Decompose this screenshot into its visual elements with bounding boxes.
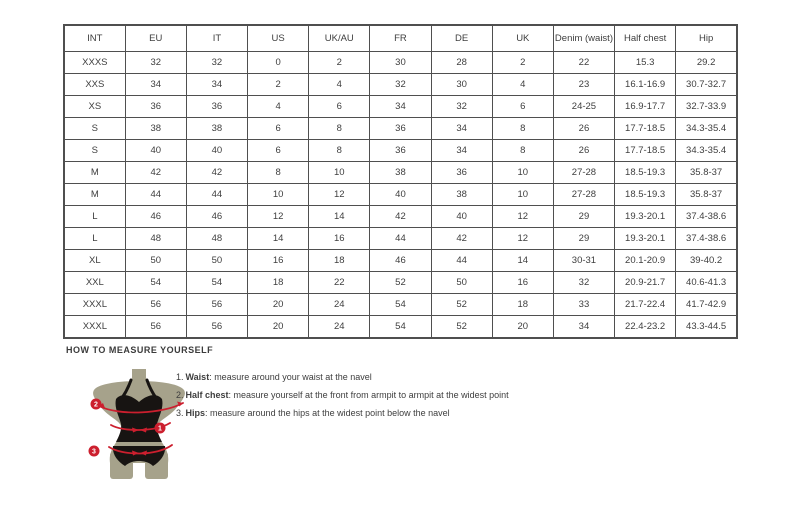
size-cell: 48 — [125, 228, 186, 250]
size-cell: 32 — [370, 74, 431, 96]
size-row — [64, 250, 737, 272]
size-cell: 20.1-20.9 — [615, 250, 676, 272]
size-cell: XXXS — [64, 52, 125, 74]
size-cell: 29 — [553, 228, 614, 250]
size-cell: 26 — [553, 118, 614, 140]
size-cell: 42 — [370, 206, 431, 228]
column-header: EU — [125, 25, 186, 52]
size-cell: 20 — [248, 316, 309, 339]
size-cell: 12 — [248, 206, 309, 228]
step-term: Waist — [185, 372, 210, 382]
size-cell: 50 — [431, 272, 492, 294]
size-cell: 50 — [125, 250, 186, 272]
size-cell: XXXL — [64, 294, 125, 316]
step-term: Hips — [185, 408, 206, 418]
size-cell: 2 — [248, 74, 309, 96]
size-cell: 12 — [309, 184, 370, 206]
size-cell: 0 — [248, 52, 309, 74]
size-cell: 18 — [309, 250, 370, 272]
size-cell: 4 — [248, 96, 309, 118]
measure-step-waist — [176, 368, 509, 386]
size-cell: 40 — [370, 184, 431, 206]
measure-step-hips — [176, 404, 509, 422]
size-row — [64, 272, 737, 294]
size-row — [64, 206, 737, 228]
size-row — [64, 52, 737, 74]
size-cell: 14 — [309, 206, 370, 228]
size-row — [64, 316, 737, 339]
size-cell: 30-31 — [553, 250, 614, 272]
size-cell: 56 — [186, 316, 247, 339]
size-cell: L — [64, 206, 125, 228]
size-cell: 10 — [492, 184, 553, 206]
step-text: : measure around the hips at the widest point below the navel — [205, 408, 450, 418]
size-cell: 4 — [492, 74, 553, 96]
size-cell: 20 — [492, 316, 553, 339]
size-cell: 2 — [309, 52, 370, 74]
size-cell: 44 — [186, 184, 247, 206]
size-cell: 6 — [248, 140, 309, 162]
size-cell: 54 — [186, 272, 247, 294]
size-cell: 10 — [492, 162, 553, 184]
column-header: INT — [64, 25, 125, 52]
step-term: Half chest — [185, 390, 229, 400]
column-header: UK/AU — [309, 25, 370, 52]
size-cell: 40 — [125, 140, 186, 162]
size-cell: 41.7-42.9 — [676, 294, 737, 316]
size-cell: 24 — [309, 294, 370, 316]
size-cell: 6 — [492, 96, 553, 118]
size-row — [64, 162, 737, 184]
marker-waist — [155, 423, 166, 434]
size-cell: 22.4-23.2 — [615, 316, 676, 339]
size-cell: 16 — [248, 250, 309, 272]
size-cell: 18.5-19.3 — [615, 162, 676, 184]
size-row — [64, 294, 737, 316]
marker-number: 1 — [158, 425, 162, 433]
size-conversion-table — [63, 24, 738, 339]
size-cell: 6 — [248, 118, 309, 140]
step-number: 1. — [176, 372, 184, 382]
size-cell: 34 — [431, 118, 492, 140]
column-header: Hip — [676, 25, 737, 52]
column-header: DE — [431, 25, 492, 52]
size-cell: 24-25 — [553, 96, 614, 118]
measure-section-heading: HOW TO MEASURE YOURSELF — [66, 345, 214, 355]
marker-half-chest — [91, 399, 102, 410]
size-cell: 15.3 — [615, 52, 676, 74]
size-cell: 44 — [370, 228, 431, 250]
size-cell: 33 — [553, 294, 614, 316]
size-cell: 34 — [370, 96, 431, 118]
size-cell: S — [64, 118, 125, 140]
size-row — [64, 96, 737, 118]
size-cell: M — [64, 184, 125, 206]
size-cell: 22 — [309, 272, 370, 294]
marker-number: 2 — [94, 401, 98, 409]
size-row — [64, 140, 737, 162]
size-cell: 12 — [492, 206, 553, 228]
size-cell: 52 — [370, 272, 431, 294]
size-cell: 34 — [186, 74, 247, 96]
size-cell: 16 — [492, 272, 553, 294]
size-cell: 8 — [309, 118, 370, 140]
size-cell: 16 — [309, 228, 370, 250]
size-cell: 36 — [370, 140, 431, 162]
size-cell: 14 — [248, 228, 309, 250]
size-cell: 40 — [431, 206, 492, 228]
size-cell: 16.9-17.7 — [615, 96, 676, 118]
size-cell: 4 — [309, 74, 370, 96]
measure-step-half-chest — [176, 386, 509, 404]
size-cell: 40 — [186, 140, 247, 162]
size-cell: 22 — [553, 52, 614, 74]
size-cell: 36 — [370, 118, 431, 140]
size-cell: 43.3-44.5 — [676, 316, 737, 339]
size-cell: XXXL — [64, 316, 125, 339]
size-cell: 27-28 — [553, 184, 614, 206]
column-header: UK — [492, 25, 553, 52]
size-row — [64, 74, 737, 96]
size-cell: 14 — [492, 250, 553, 272]
step-number: 3. — [176, 408, 184, 418]
size-cell: 37.4-38.6 — [676, 228, 737, 250]
size-cell: 46 — [370, 250, 431, 272]
size-cell: 42 — [186, 162, 247, 184]
size-cell: 52 — [431, 316, 492, 339]
size-cell: 18 — [492, 294, 553, 316]
size-cell: 29.2 — [676, 52, 737, 74]
size-cell: 24 — [309, 316, 370, 339]
size-cell: 50 — [186, 250, 247, 272]
size-cell: 42 — [125, 162, 186, 184]
marker-hips — [89, 446, 100, 457]
size-cell: 30 — [431, 74, 492, 96]
column-header: Denim (waist) — [553, 25, 614, 52]
size-cell: M — [64, 162, 125, 184]
size-cell: 17.7-18.5 — [615, 140, 676, 162]
size-cell: 32 — [431, 96, 492, 118]
size-cell: XL — [64, 250, 125, 272]
column-header: US — [248, 25, 309, 52]
size-cell: 18 — [248, 272, 309, 294]
size-cell: 38 — [370, 162, 431, 184]
step-text: : measure around your waist at the navel — [209, 372, 372, 382]
size-cell: 44 — [431, 250, 492, 272]
size-cell: 23 — [553, 74, 614, 96]
size-cell: L — [64, 228, 125, 250]
size-cell: 54 — [370, 316, 431, 339]
size-cell: 17.7-18.5 — [615, 118, 676, 140]
size-cell: 38 — [186, 118, 247, 140]
size-cell: 20.9-21.7 — [615, 272, 676, 294]
size-cell: 16.1-16.9 — [615, 74, 676, 96]
size-cell: 56 — [186, 294, 247, 316]
size-cell: 44 — [125, 184, 186, 206]
size-cell: 36 — [431, 162, 492, 184]
size-cell: 30.7-32.7 — [676, 74, 737, 96]
size-cell: 40.6-41.3 — [676, 272, 737, 294]
size-cell: 36 — [186, 96, 247, 118]
size-cell: 6 — [309, 96, 370, 118]
size-cell: 36 — [125, 96, 186, 118]
size-cell: 26 — [553, 140, 614, 162]
size-cell: 10 — [248, 184, 309, 206]
size-cell: 8 — [309, 140, 370, 162]
size-cell: 35.8-37 — [676, 184, 737, 206]
size-cell: 34.3-35.4 — [676, 118, 737, 140]
size-cell: 29 — [553, 206, 614, 228]
size-cell: 30 — [370, 52, 431, 74]
size-cell: S — [64, 140, 125, 162]
step-text: : measure yourself at the front from armpit to armpit at the widest point — [228, 390, 509, 400]
table-header-row — [64, 25, 737, 52]
size-cell: 10 — [309, 162, 370, 184]
size-cell: 38 — [431, 184, 492, 206]
size-row — [64, 118, 737, 140]
size-cell: 2 — [492, 52, 553, 74]
size-cell: 12 — [492, 228, 553, 250]
size-cell: 19.3-20.1 — [615, 206, 676, 228]
size-cell: 52 — [431, 294, 492, 316]
column-header: Half chest — [615, 25, 676, 52]
size-cell: 8 — [248, 162, 309, 184]
size-cell: 27-28 — [553, 162, 614, 184]
size-cell: 48 — [186, 228, 247, 250]
column-header: IT — [186, 25, 247, 52]
size-cell: 32.7-33.9 — [676, 96, 737, 118]
size-cell: 54 — [125, 272, 186, 294]
step-number: 2. — [176, 390, 184, 400]
marker-number: 3 — [92, 448, 96, 456]
size-cell: 20 — [248, 294, 309, 316]
size-cell: 35.8-37 — [676, 162, 737, 184]
size-cell: XXS — [64, 74, 125, 96]
size-cell: 34 — [553, 316, 614, 339]
size-cell: 42 — [431, 228, 492, 250]
size-cell: 38 — [125, 118, 186, 140]
size-cell: 8 — [492, 118, 553, 140]
size-cell: 39-40.2 — [676, 250, 737, 272]
size-cell: 37.4-38.6 — [676, 206, 737, 228]
size-cell: 19.3-20.1 — [615, 228, 676, 250]
size-cell: 46 — [186, 206, 247, 228]
size-row — [64, 184, 737, 206]
size-cell: 54 — [370, 294, 431, 316]
size-cell: 56 — [125, 316, 186, 339]
measure-steps-list — [176, 368, 509, 422]
size-cell: 21.7-22.4 — [615, 294, 676, 316]
size-cell: 46 — [125, 206, 186, 228]
column-header: FR — [370, 25, 431, 52]
size-cell: 32 — [125, 52, 186, 74]
size-cell: 28 — [431, 52, 492, 74]
size-cell: 8 — [492, 140, 553, 162]
size-cell: 32 — [186, 52, 247, 74]
size-cell: 34.3-35.4 — [676, 140, 737, 162]
size-cell: 56 — [125, 294, 186, 316]
size-cell: 32 — [553, 272, 614, 294]
size-cell: 18.5-19.3 — [615, 184, 676, 206]
size-cell: 34 — [431, 140, 492, 162]
size-row — [64, 228, 737, 250]
size-cell: XS — [64, 96, 125, 118]
size-cell: XXL — [64, 272, 125, 294]
size-cell: 34 — [125, 74, 186, 96]
